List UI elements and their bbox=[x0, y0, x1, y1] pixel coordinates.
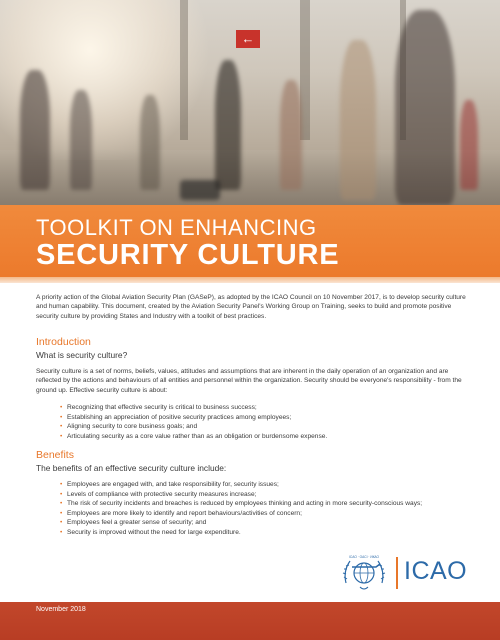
introduction-heading: Introduction bbox=[36, 336, 91, 348]
bullet-icon: • bbox=[60, 528, 63, 536]
traveler-silhouette bbox=[20, 70, 50, 190]
pillar bbox=[180, 0, 188, 140]
title-line-1: TOOLKIT ON ENHANCING bbox=[36, 215, 317, 240]
bullet-icon: • bbox=[60, 490, 63, 498]
intro-paragraph: A priority action of the Global Aviation Security Plan (GASeP), as adopted by the ICAO Council on 10 November 2017, is to develop security culture and human capability. This document, created by the Aviation Security Panel's Working Group on Training, seeks to build and promote positive security culture by providing States and Industry with a toolkit of best practices. bbox=[36, 294, 466, 320]
icao-logo bbox=[340, 553, 470, 593]
bullet-icon: • bbox=[60, 519, 63, 527]
list-item: • Employees are engaged with, and take responsibility for, security issues; bbox=[60, 481, 279, 488]
title-band bbox=[0, 205, 500, 277]
list-item: • Articulating security as a core value rather than as an obligation or burdensome expense. bbox=[60, 432, 328, 440]
exit-arrow-icon: ← bbox=[236, 30, 260, 48]
title-line-2: SECURITY CULTURE bbox=[36, 239, 340, 271]
list-item: • Levels of compliance with protective security measures increase; bbox=[60, 490, 257, 498]
traveler-silhouette bbox=[215, 60, 241, 190]
list-item: • Employees are more likely to identify and report behaviours/activities of concern; bbox=[60, 509, 302, 517]
bullet-icon: • bbox=[60, 404, 63, 411]
bullet-icon: • bbox=[60, 500, 63, 508]
traveler-silhouette bbox=[140, 95, 160, 190]
benefits-heading: Benefits bbox=[36, 449, 74, 461]
introduction-paragraph: Security culture is a set of norms, beliefs, values, attitudes and assumptions that are inherent in the daily operation of an organization and are reflected by the actions and behaviours of all entities and personnel within the organization. Security should be everyone's responsibility - from the ground up. Effective security culture is about: bbox=[36, 368, 462, 394]
traveler-silhouette bbox=[70, 90, 92, 190]
benefits-bullet-list bbox=[60, 480, 470, 538]
introduction-question: What is security culture? bbox=[36, 350, 128, 360]
bullet-icon: • bbox=[60, 481, 63, 488]
list-item: • Employees feel a greater sense of security; and bbox=[60, 519, 207, 527]
bullet-icon: • bbox=[60, 423, 63, 431]
list-item: • Security is improved without the need for large expenditure. bbox=[60, 528, 241, 536]
list-item: • Establishing an appreciation of positive security practices among employees; bbox=[60, 413, 292, 421]
traveler-silhouette bbox=[395, 10, 455, 205]
icao-emblem-icon bbox=[340, 553, 388, 593]
traveler-silhouette bbox=[280, 80, 302, 190]
logo-divider bbox=[396, 557, 398, 589]
bullet-icon: • bbox=[60, 413, 63, 421]
introduction-bullet-list bbox=[60, 403, 470, 441]
publication-date: November 2018 bbox=[36, 606, 86, 613]
list-item: • The risk of security incidents and breaches is reduced by employees thinking and acting in more security-conscious ways; bbox=[60, 500, 423, 508]
icao-wordmark: ICAO bbox=[404, 557, 468, 585]
list-item: • Recognizing that effective security is critical to business success; bbox=[60, 404, 257, 411]
bullet-icon: • bbox=[60, 432, 63, 440]
list-item: • Aligning security to core business goals; and bbox=[60, 423, 198, 431]
title-band-shadow bbox=[0, 277, 500, 283]
footer-band bbox=[0, 602, 500, 640]
bullet-icon: • bbox=[60, 509, 63, 517]
icao-ring-text: ICAO · OACI · ИКАО bbox=[349, 555, 379, 559]
luggage-silhouette bbox=[180, 180, 220, 200]
benefits-subheading: The benefits of an effective security culture include: bbox=[36, 463, 227, 473]
hero-photo bbox=[0, 0, 500, 205]
traveler-silhouette bbox=[460, 100, 478, 190]
traveler-silhouette bbox=[340, 40, 376, 200]
